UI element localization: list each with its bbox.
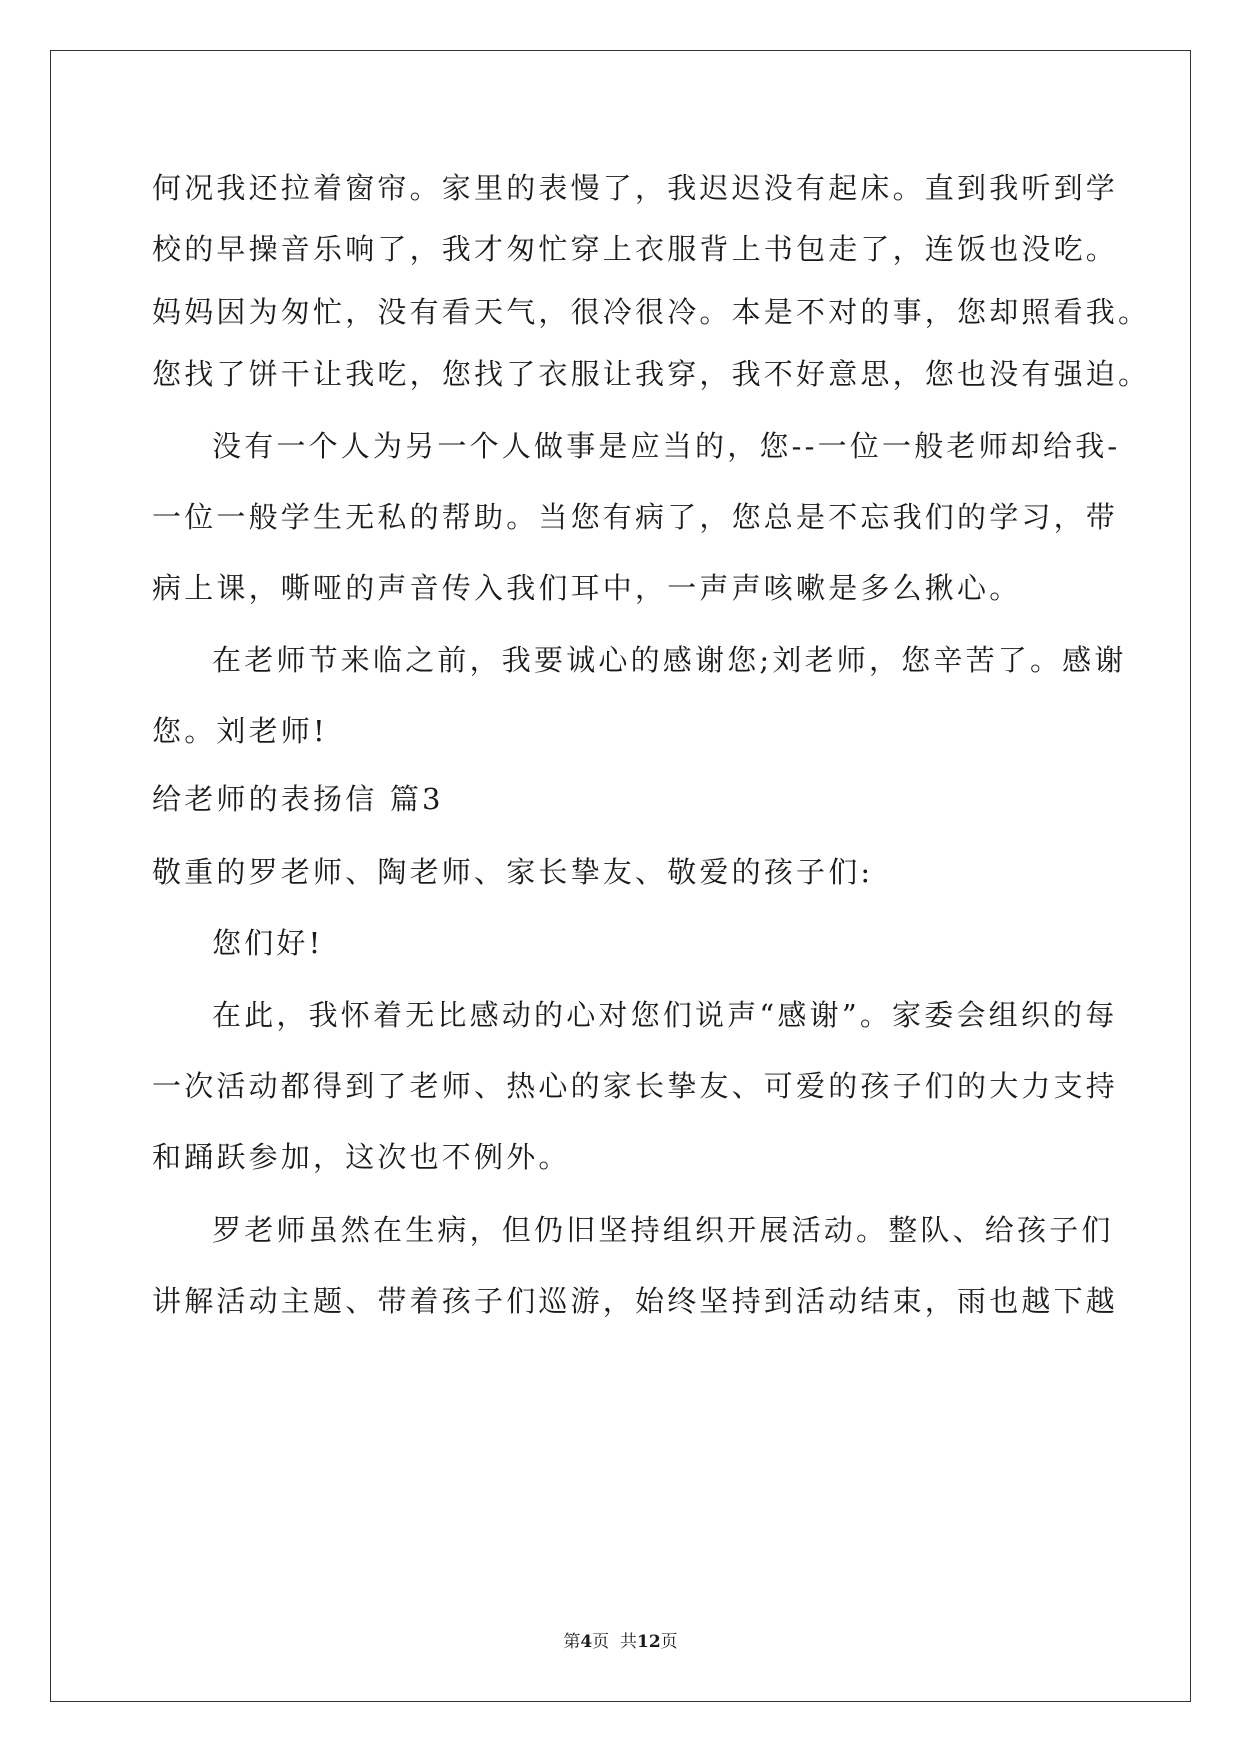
greeting: 您们好!	[212, 926, 324, 960]
text-line: 何况我还拉着窗帘。家里的表慢了，我迟迟没有起床。直到我听到学	[152, 171, 1119, 205]
text-line: 和踊跃参加，这次也不例外。	[152, 1140, 571, 1174]
text-line: 校的早操音乐响了，我才匆忙穿上衣服背上书包走了，连饭也没吃。	[152, 232, 1119, 266]
text-line: 您。刘老师!	[152, 714, 328, 748]
text-line: 妈妈因为匆忙，没有看天气，很冷很冷。本是不对的事，您却照看我。	[152, 295, 1151, 329]
footer-mid: 页 共	[592, 1632, 637, 1652]
text-line: 一位一般学生无私的帮助。当您有病了，您总是不忘我们的学习，带	[152, 500, 1119, 534]
text-line: 在老师节来临之前，我要诚心的感谢您;刘老师，您辛苦了。感谢	[212, 643, 1127, 677]
text-line: 您找了饼干让我吃，您找了衣服让我穿，我不好意思，您也没有强迫。	[152, 357, 1151, 391]
text-line: 一次活动都得到了老师、热心的家长挚友、可爱的孩子们的大力支持	[152, 1069, 1119, 1103]
text-line: 在此，我怀着无比感动的心对您们说声“感谢”。家委会组织的每	[212, 998, 1118, 1032]
section-heading: 给老师的表扬信 篇3	[152, 782, 444, 816]
text-line: 病上课，嘶哑的声音传入我们耳中，一声声咳嗽是多么揪心。	[152, 571, 1022, 605]
footer-suffix: 页	[660, 1632, 678, 1652]
salutation: 敬重的罗老师、陶老师、家长挚友、敬爱的孩子们:	[152, 855, 874, 889]
text-line: 讲解活动主题、带着孩子们巡游，始终坚持到活动结束，雨也越下越	[152, 1284, 1119, 1318]
text-line: 罗老师虽然在生病，但仍旧坚持组织开展活动。整队、给孩子们	[212, 1213, 1114, 1247]
page-footer	[0, 1630, 1241, 1654]
footer-page-number: 4	[580, 1632, 593, 1652]
text-line: 没有一个人为另一个人做事是应当的，您--一位一般老师却给我-	[212, 429, 1121, 463]
footer-total-pages: 12	[636, 1632, 661, 1652]
footer-prefix: 第	[563, 1632, 581, 1652]
